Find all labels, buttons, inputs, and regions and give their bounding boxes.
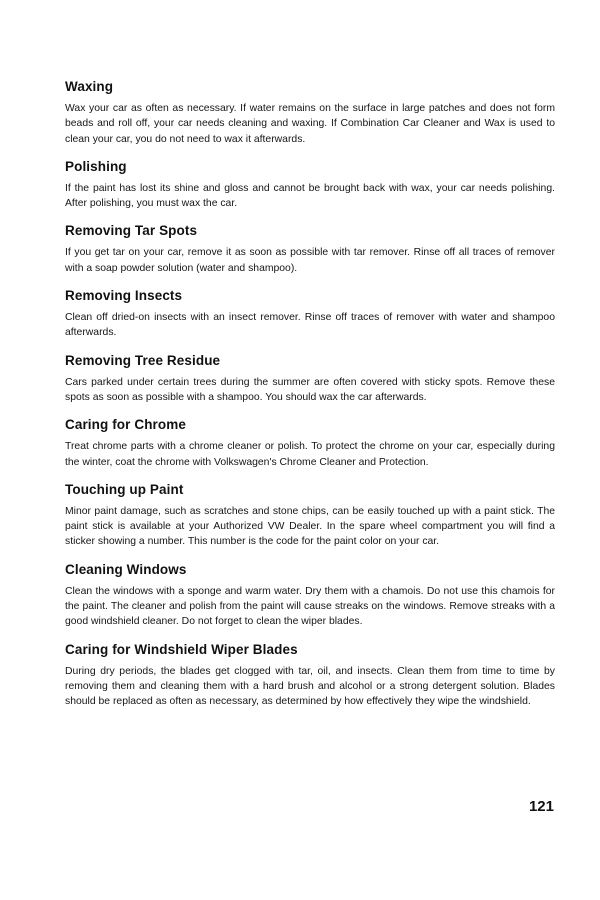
section-body: If the paint has lost its shine and gloss and cannot be brought back with wax, your car needs polishing. After polishing, you must wax the car. [65,182,555,210]
section-heading: Removing Tree Residue [65,352,221,368]
page-number: 121 [528,798,554,815]
section-polishing [65,158,555,212]
section-body: Minor paint damage, such as scratches and stone chips, can be easily touched up with a paint stick. The paint stick is available at your Authorized VW Dealer. In the spare wheel compartment you will find a sticker showing a number. This number is the code for the paint color on your car. [65,505,555,548]
section-removing-tar-spots [65,222,555,276]
section-removing-insects [65,287,555,341]
section-touching-up-paint [65,481,555,550]
section-cleaning-windows [65,561,555,630]
section-heading: Caring for Chrome [65,417,186,433]
section-heading: Waxing [65,79,114,94]
section-body: During dry periods, the blades get clogged with tar, oil, and insects. Clean them from time to time by removing them and cleaning them with a hard brush and alcohol or a strong detergent solution. Blades should be replaced as often as necessary, as determined by how effectively they wipe the windshield. [65,665,555,708]
section-body: Cars parked under certain trees during the summer are often covered with sticky spots. Remove these spots as soon as possible with a shampoo. You should wax the car afterwards. [65,376,555,403]
document-page [65,78,555,721]
section-removing-tree-residue [65,352,555,406]
section-heading: Cleaning Windows [65,561,187,577]
section-caring-for-chrome [65,416,555,470]
section-body: If you get tar on your car, remove it as soon as possible with tar remover. Rinse off all traces of remover with a soap powder solution (water and shampoo). [65,247,555,274]
section-heading: Polishing [65,158,127,174]
section-heading: Caring for Windshield Wiper Blades [65,641,298,657]
section-waxing [65,78,555,147]
section-heading: Touching up Paint [65,481,184,497]
section-body: Clean the windows with a sponge and warm water. Dry them with a chamois. Do not use this chamois for the paint. The cleaner and polish from the paint will cause streaks on the windows. Remove streaks with a good windshield cleaner. Do not forget to clean the wiper blades. [65,585,555,628]
section-body: Clean off dried-on insects with an insect remover. Rinse off traces of remover with water and shampoo afterwards. [65,312,555,339]
section-heading: Removing Tar Spots [65,223,198,239]
section-body: Wax your car as often as necessary. If water remains on the surface in large patches and does not form beads and roll off, your car needs cleaning and waxing. If Combination Car Cleaner and Wax is used to clean your car, you do not need to wax it afterwards. [65,103,555,145]
section-heading: Removing Insects [65,288,183,304]
section-body: Treat chrome parts with a chrome cleaner or polish. To protect the chrome on your car, especially during the winter, coat the chrome with Volkswagen's Chrome Cleaner and Protection. [65,441,555,468]
section-caring-for-wiper-blades [65,641,555,710]
